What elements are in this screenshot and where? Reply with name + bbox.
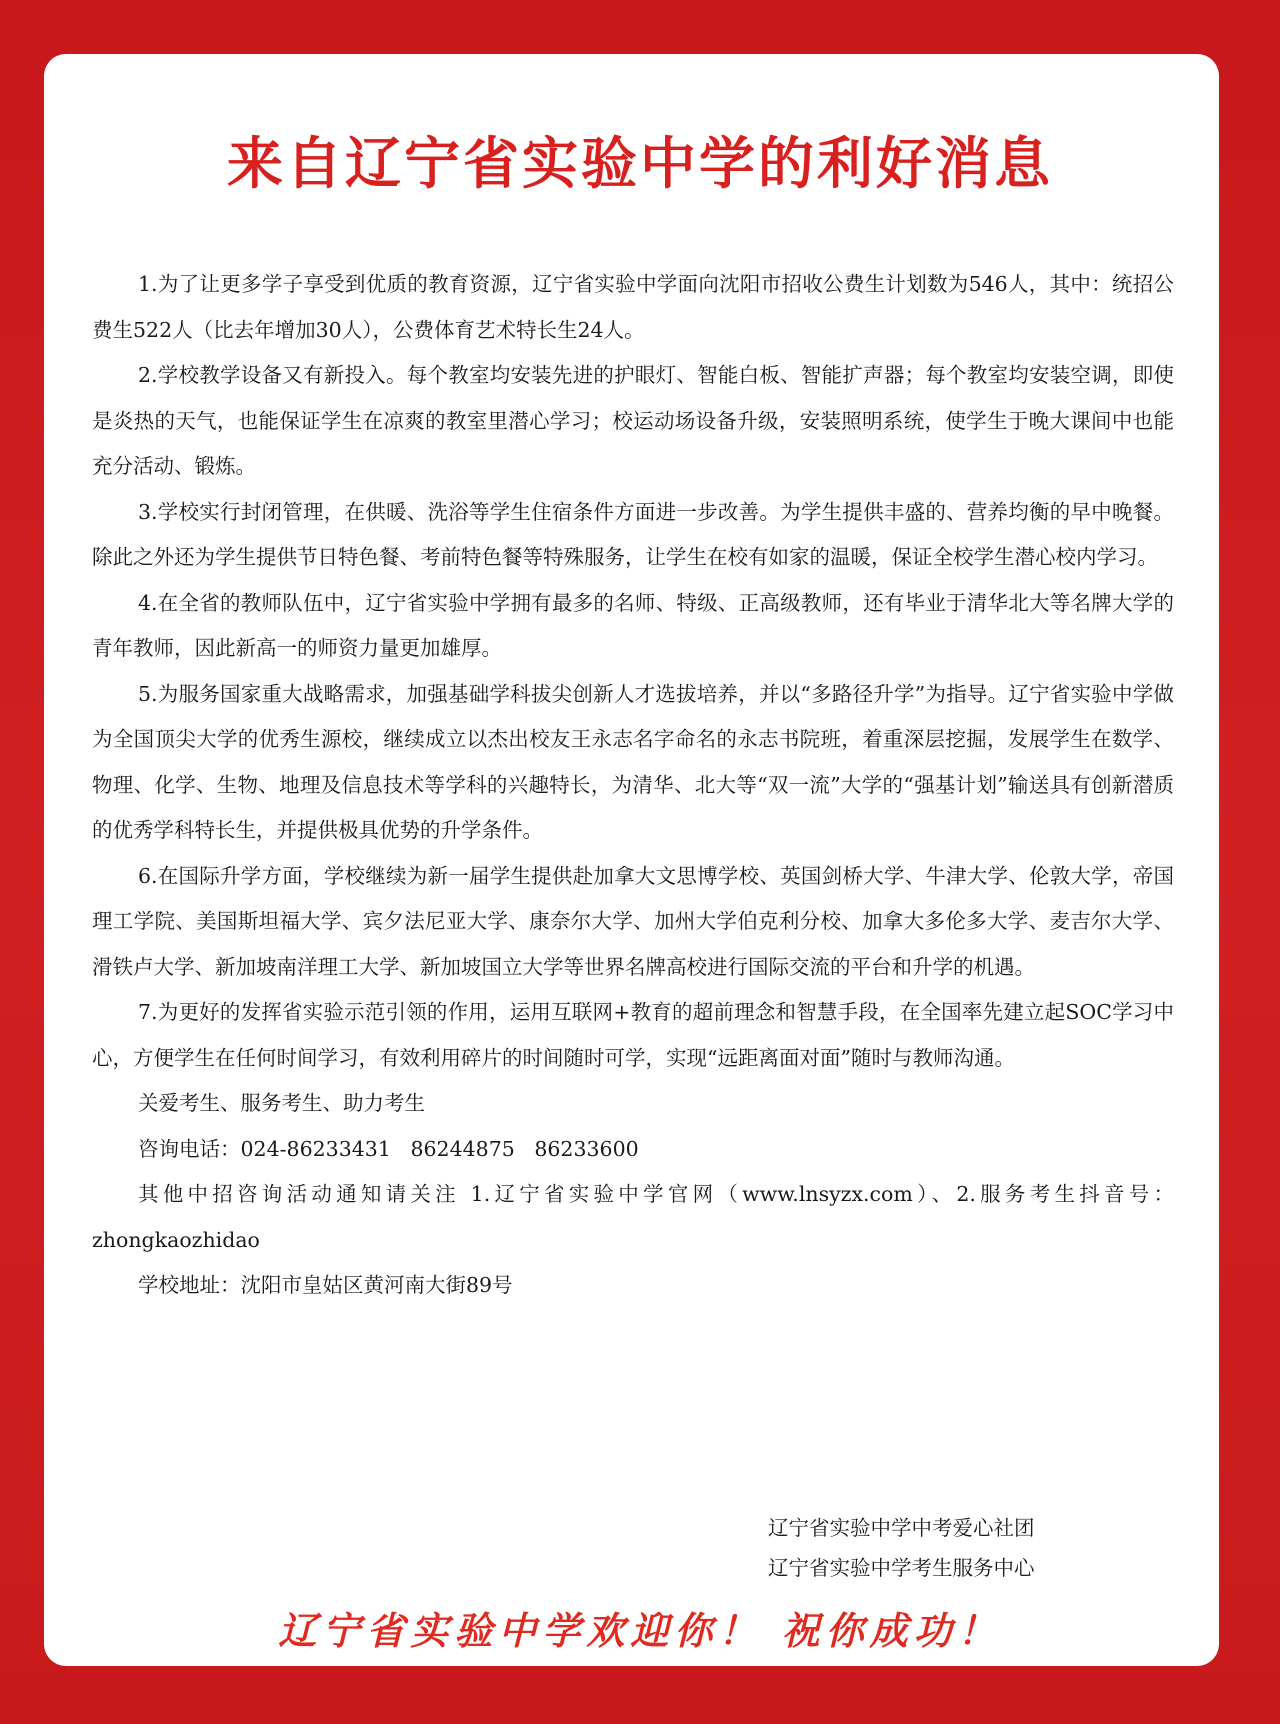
signature-block [768,1508,1035,1588]
paragraph-5: 5.为服务国家重大战略需求，加强基础学科拔尖创新人才选拔培养，并以“多路径升学”为指导。辽宁省实验中学做为全国顶尖大学的优秀生源校，继续成立以杰出校友王永志名字命名的永志书院班，着重深层挖掘，发展学生在数学、物理、化学、生物、地理及信息技术等学科的兴趣特长，为清华、北大等“双一流”大学的“强基计划”输送具有创新潜质的优秀学科特长生，并提供极具优势的升学条件。 [92,681,1174,842]
welcome-slogan: 辽宁省实验中学欢迎你！ 祝你成功！ [278,1608,1002,1653]
care-line: 关爱考生、服务考生、助力考生 [138,1091,425,1115]
paragraph-2: 2.学校教学设备又有新投入。每个教室均安装先进的护眼灯、智能白板、智能扩声器；每个教室均安装空调，即使是炎热的天气，也能保证学生在凉爽的教室里潜心学习；校运动场设备升级，安装照明系统，使学生于晚大课间中也能充分活动、锻炼。 [92,363,1174,478]
paragraph-7: 7.为更好的发挥省实验示范引领的作用，运用互联网+教育的超前理念和智慧手段，在全国率先建立起SOC学习中心，方便学生在任何时间学习，有效利用碎片的时间随时可学，实现“远距离面对面”随时与教师沟通。 [92,1000,1174,1070]
other-info-line: 其他中招咨询活动通知请关注 1.辽宁省实验中学官网（www.lnsyzx.com）、2.服务考生抖音号：zhongkaozhidao [92,1182,1174,1252]
paragraph-1: 1.为了让更多学子享受到优质的教育资源，辽宁省实验中学面向沈阳市招收公费生计划数为546人，其中：统招公费生522人（比去年增加30人），公费体育艺术特长生24人。 [92,272,1174,342]
signature-line-1: 辽宁省实验中学中考爱心社团 [768,1516,1035,1540]
paragraph-4: 4.在全省的教师队伍中，辽宁省实验中学拥有最多的名师、特级、正高级教师，还有毕业于清华北大等名牌大学的青年教师，因此新高一的师资力量更加雄厚。 [92,590,1174,660]
paragraph-6: 6.在国际升学方面，学校继续为新一届学生提供赴加拿大文思博学校、英国剑桥大学、牛津大学、伦敦大学，帝国理工学院、美国斯坦福大学、宾夕法尼亚大学、康奈尔大学、加州大学伯克利分校、加拿大多伦多大学、麦吉尔大学、滑铁卢大学、新加坡南洋理工大学、新加坡国立大学等世界名牌高校进行国际交流的平台和升学的机遇。 [92,863,1174,979]
phone-line: 咨询电话：024-86233431 86244875 86233600 [138,1136,639,1161]
page-title: 来自辽宁省实验中学的利好消息 [227,132,1053,197]
address-line: 学校地址：沈阳市皇姑区黄河南大街89号 [138,1273,513,1297]
paragraph-3: 3.学校实行封闭管理，在供暖、洗浴等学生住宿条件方面进一步改善。为学生提供丰盛的、营养均衡的早中晚餐。除此之外还为学生提供节日特色餐、考前特色餐等特殊服务，让学生在校有如家的温暖，保证全校学生潜心校内学习。 [92,499,1174,569]
announcement-body [92,262,1174,1309]
signature-line-2: 辽宁省实验中学考生服务中心 [768,1556,1035,1580]
